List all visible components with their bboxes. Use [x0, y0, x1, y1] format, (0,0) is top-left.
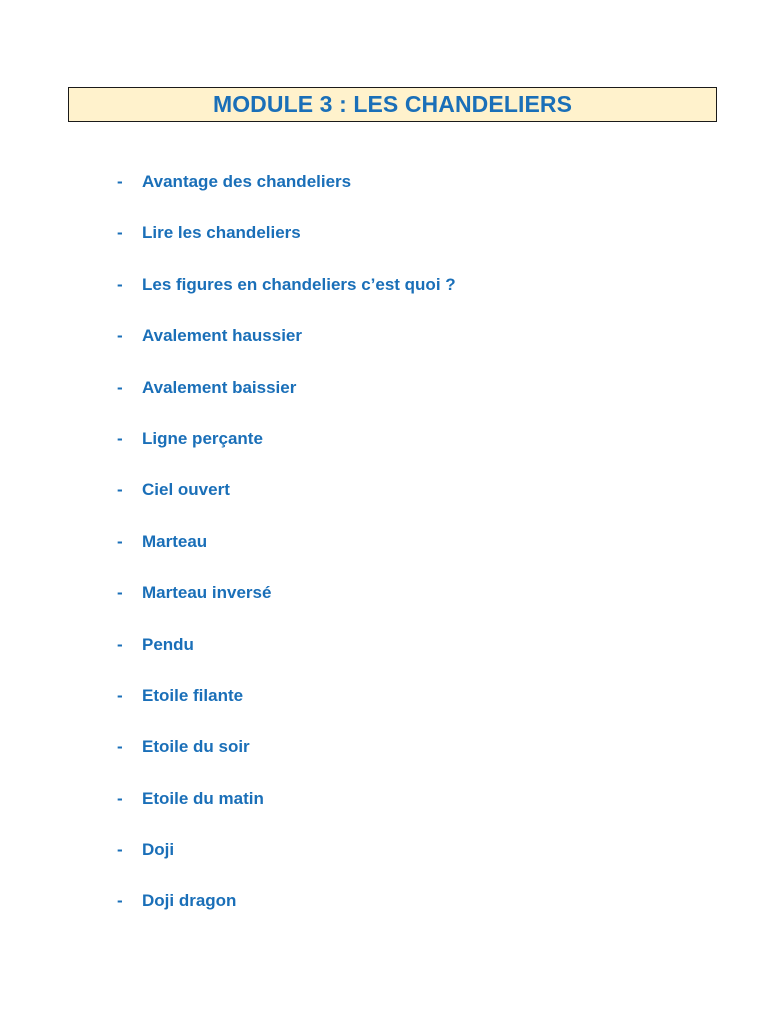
list-item [117, 428, 456, 479]
list-item [117, 582, 456, 633]
list-dash-marker: - [117, 326, 123, 346]
list-item-label: Doji dragon [142, 891, 237, 911]
list-item [117, 531, 456, 582]
list-item-label: Avalement baissier [142, 377, 297, 397]
list-item-label: Lire les chandeliers [142, 223, 301, 243]
list-item-label: Etoile filante [142, 685, 244, 705]
list-item-label: Les figures en chandeliers c’est quoi ? [142, 274, 456, 294]
list-item-label: Doji [142, 840, 175, 860]
list-item [117, 685, 456, 736]
list-item-label: Avalement haussier [142, 326, 302, 346]
list-item [117, 325, 456, 376]
list-dash-marker: - [117, 223, 123, 243]
list-dash-marker: - [117, 788, 123, 808]
list-item [117, 839, 456, 890]
module-title: MODULE 3 : LES CHANDELIERS [212, 91, 573, 117]
list-item [117, 788, 456, 839]
list-dash-marker: - [117, 377, 123, 397]
list-item-label: Ligne perçante [142, 428, 263, 448]
list-item-label: Marteau inversé [142, 583, 272, 603]
list-item-label: Marteau [142, 531, 208, 551]
list-item [117, 377, 456, 428]
list-dash-marker: - [117, 685, 123, 705]
list-item-label: Etoile du soir [142, 737, 250, 757]
list-item [117, 222, 456, 273]
list-item [117, 274, 456, 325]
list-item [117, 634, 456, 685]
list-item [117, 171, 456, 222]
module-title-box [68, 87, 717, 122]
list-dash-marker: - [117, 840, 123, 860]
list-dash-marker: - [117, 172, 123, 191]
list-item [117, 479, 456, 530]
list-dash-marker: - [117, 274, 123, 294]
list-dash-marker: - [117, 583, 123, 603]
list-item [117, 736, 456, 787]
list-dash-marker: - [117, 531, 123, 551]
list-item-label: Etoile du matin [142, 788, 264, 808]
list-item-label: Avantage des chandeliers [142, 172, 352, 191]
list-dash-marker: - [117, 737, 123, 757]
list-item-label: Pendu [142, 634, 194, 654]
list-dash-marker: - [117, 428, 123, 448]
list-dash-marker: - [117, 891, 123, 911]
list-dash-marker: - [117, 634, 123, 654]
list-item [117, 890, 456, 941]
list-dash-marker: - [117, 480, 123, 500]
list-item-label: Ciel ouvert [142, 480, 230, 500]
topic-list [117, 171, 456, 942]
